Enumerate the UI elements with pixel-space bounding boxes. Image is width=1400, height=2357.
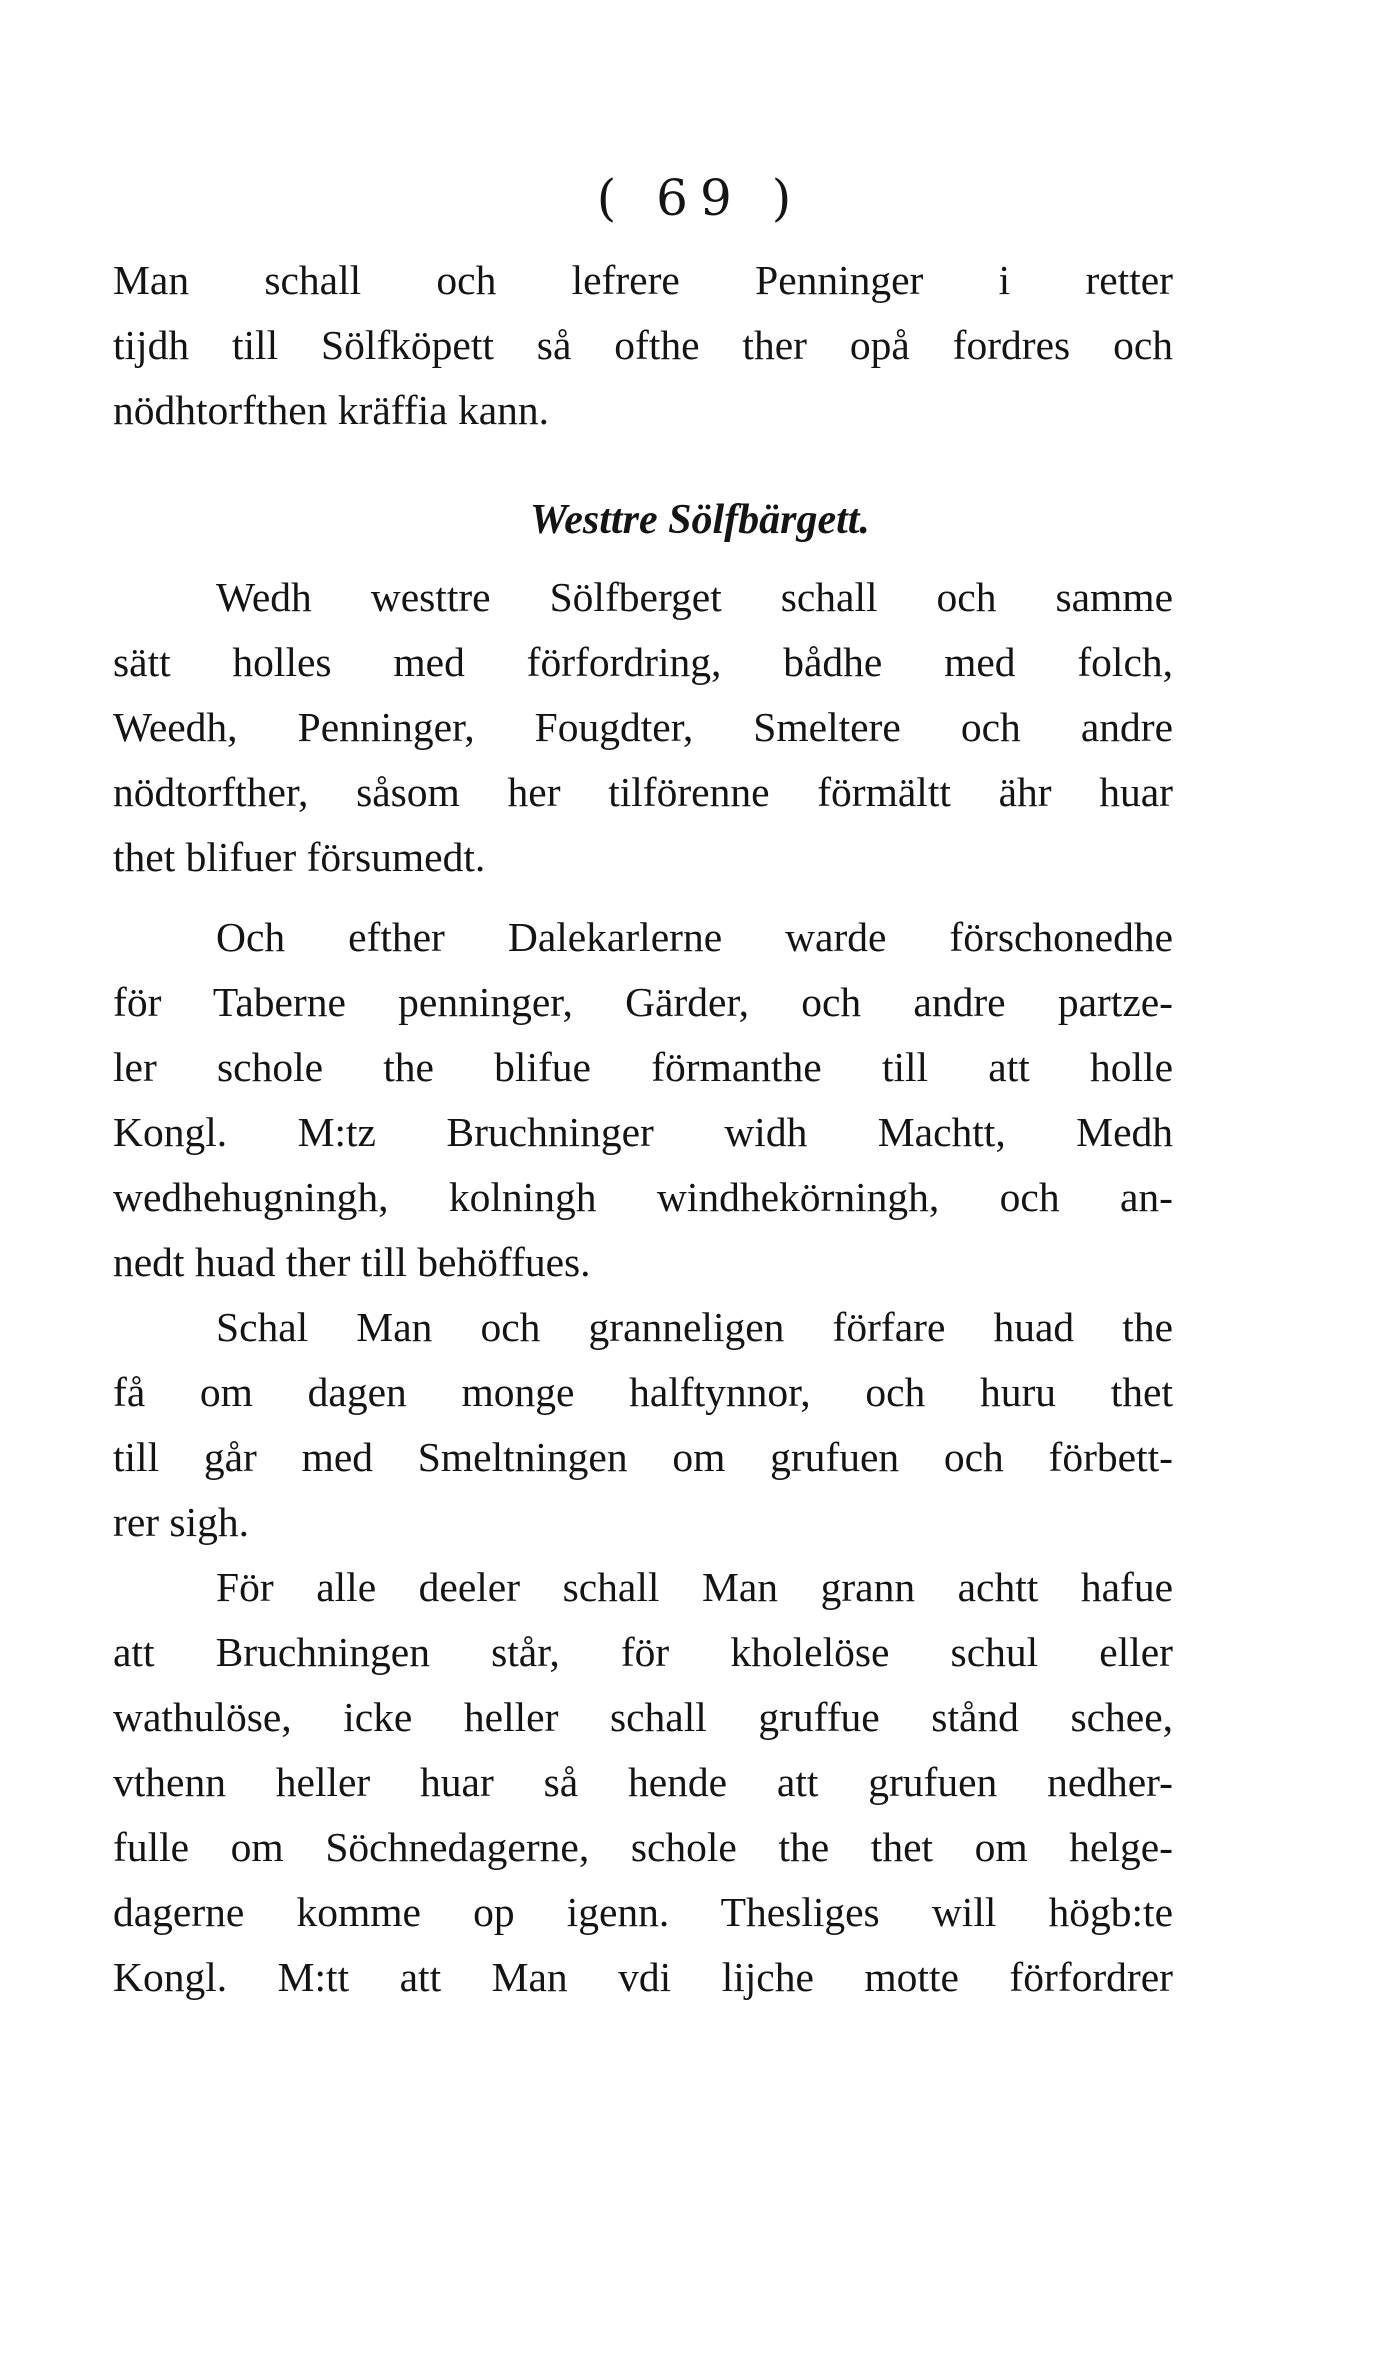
page-number: ( 69 ) <box>596 169 804 227</box>
text-line: få om dagen monge halftynnor, och huru thet <box>113 1369 1173 1415</box>
text-line: Kongl. M:tz Bruchninger widh Machtt, Medh <box>113 1109 1173 1155</box>
text-line: Kongl. M:tt att Man vdi lijche motte förfordrer <box>113 1954 1173 2000</box>
text-line: Man schall och lefrere Penninger i retter <box>113 257 1173 303</box>
paragraph <box>113 1555 1173 2010</box>
text-line: wathulöse, icke heller schall gruffue stånd schee, <box>113 1694 1173 1740</box>
text-line: Wedh westtre Sölfberget schall och samme <box>216 574 1173 620</box>
text-line: tijdh till Sölfköpett så ofthe ther opå fordres och <box>113 322 1173 368</box>
text-line: till går med Smeltningen om grufuen och förbett- <box>113 1434 1173 1480</box>
text-line: sätt holles med förfordring, bådhe med folch, <box>113 639 1173 685</box>
text-line: fulle om Söchnedagerne, schole the thet om helge- <box>113 1824 1173 1870</box>
text-line: vthenn heller huar så hende att grufuen nedher- <box>113 1759 1173 1805</box>
text-line: wedhehugningh, kolningh windhekörningh, och an- <box>113 1174 1173 1220</box>
paragraph-intro <box>113 248 1173 443</box>
text-line: dagerne komme op igenn. Thesliges will högb:te <box>113 1889 1173 1935</box>
text-line: nödtorfther, såsom her tilförenne förmältt ähr huar <box>113 769 1173 815</box>
text-line: nedt huad ther till behöffues. <box>113 1239 591 1285</box>
text-line: nödhtorfthen kräffia kann. <box>113 387 549 433</box>
text-line: För alle deeler schall Man grann achtt hafue <box>216 1564 1173 1610</box>
text-line: Och efther Dalekarlerne warde förschonedhe <box>216 914 1173 960</box>
text-line: Weedh, Penninger, Fougdter, Smeltere och andre <box>113 704 1173 750</box>
text-line: ler schole the blifue förmanthe till att holle <box>113 1044 1173 1090</box>
paragraph <box>113 1295 1173 1555</box>
paragraph <box>113 565 1173 890</box>
text-line: för Taberne penninger, Gärder, och andre partze- <box>113 979 1173 1025</box>
text-line: thet blifuer försumedt. <box>113 834 486 880</box>
text-line: rer sigh. <box>113 1499 249 1545</box>
section-heading: Westtre Sölfbärgett. <box>530 497 870 543</box>
paragraph <box>113 905 1173 1295</box>
text-line: Schal Man och granneligen förfare huad the <box>216 1304 1173 1350</box>
text-line: att Bruchningen står, för kholelöse schul eller <box>113 1629 1173 1675</box>
